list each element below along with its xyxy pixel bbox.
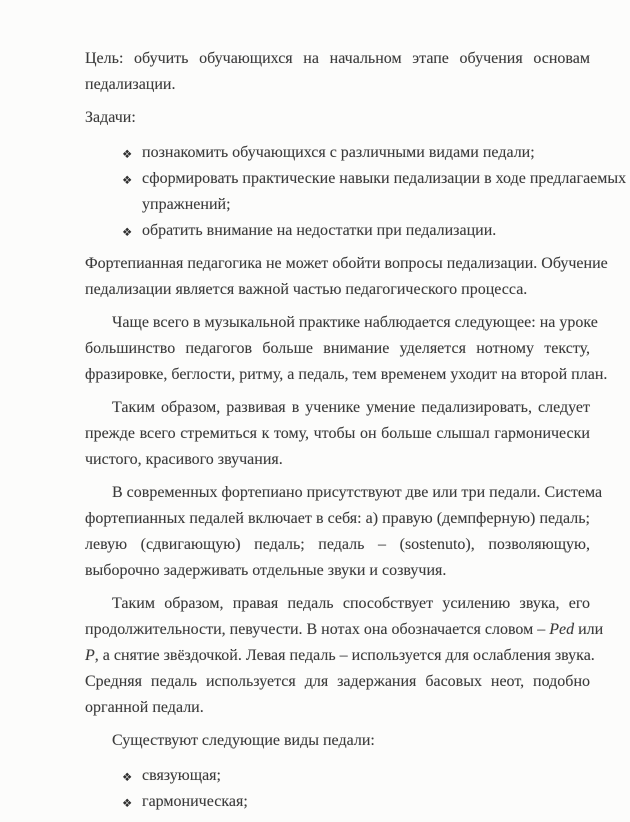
list-item — [85, 763, 590, 789]
bullet-list — [85, 763, 590, 815]
paragraph — [85, 310, 608, 388]
text-line: ❖ связующая; — [85, 763, 590, 789]
text-line: Чаще всего в музыкальной практике наблюдается следующее: на уроке — [112, 314, 598, 331]
bullet-diamond-icon: ❖ — [122, 770, 133, 784]
bullet-diamond-icon: ❖ — [122, 147, 133, 161]
list-item — [85, 789, 590, 815]
text-line: В современных фортепиано присутствуют две или три педали. Система — [112, 484, 603, 501]
text-line: органной педали. — [85, 699, 204, 716]
italic-text: P — [85, 647, 95, 664]
paragraph — [85, 105, 590, 131]
text-line: Таким образом, правая педаль способствует усилению звука, его — [112, 595, 590, 612]
text-line: Задачи: — [85, 109, 136, 126]
text-line: Цель: обучить обучающихся на начальном этапе обучения основам — [85, 50, 590, 67]
text-line: ❖ познакомить обучающихся с различными видами педали; — [85, 140, 590, 166]
bullet-diamond-icon: ❖ — [122, 796, 133, 810]
bullet-list — [85, 140, 627, 244]
list-item — [85, 140, 590, 166]
text-line: фортепианных педалей включает в себя: а) правую (демпферную) педаль; — [85, 510, 590, 527]
paragraph — [85, 46, 590, 98]
text-line: Фортепианная педагогика не может обойти вопросы педализации. Обучение — [85, 255, 608, 272]
text-line: P, а снятие звёздочкой. Левая педаль – используется для ослабления звука. — [85, 647, 595, 664]
list-item — [85, 218, 590, 244]
text-line: ❖ сформировать практические навыки педализации в ходе предлагаемых — [85, 166, 590, 192]
document-body — [85, 46, 627, 822]
bullet-diamond-icon: ❖ — [122, 225, 133, 239]
bullet-diamond-icon: ❖ — [122, 173, 133, 187]
paragraph — [85, 251, 608, 303]
text-line: Таким образом, развивая в ученике умение педализировать, следует — [112, 399, 590, 416]
italic-text: Ped — [549, 621, 575, 638]
paragraph — [85, 728, 590, 754]
paragraph — [85, 480, 603, 584]
text-line: большинство педагогов больше внимание уделяется нотному тексту, — [85, 340, 590, 357]
text-line: ❖ обратить внимание на недостатки при педализации. — [85, 218, 590, 244]
text-line: упражнений; — [142, 196, 231, 213]
text-line: Средняя педаль используется для задержания басовых неот, подобно — [85, 673, 590, 690]
text-line: выборочно задерживать отдельные звуки и созвучия. — [85, 562, 447, 579]
text-line: ❖ гармоническая; — [85, 789, 590, 815]
text-line: чистого, красивого звучания. — [85, 451, 283, 468]
text-line: фразировке, беглости, ритму, а педаль, тем временем уходит на второй план. — [85, 366, 608, 383]
paragraph — [85, 591, 604, 721]
text-line: левую (сдвигающую) педаль; педаль – (sostenuto), позволяющую, — [85, 536, 590, 553]
text-line: Существуют следующие виды педали: — [112, 732, 375, 749]
text-line: педализации. — [85, 76, 176, 93]
list-item — [85, 166, 627, 218]
text-line: педализации является важной частью педагогического процесса. — [85, 281, 528, 298]
text-line: прежде всего стремиться к тому, чтобы он больше слышал гармонически — [85, 425, 590, 442]
paragraph — [85, 395, 590, 473]
text-line: продолжительности, певучести. В нотах она обозначается словом – Ped или — [85, 621, 604, 638]
